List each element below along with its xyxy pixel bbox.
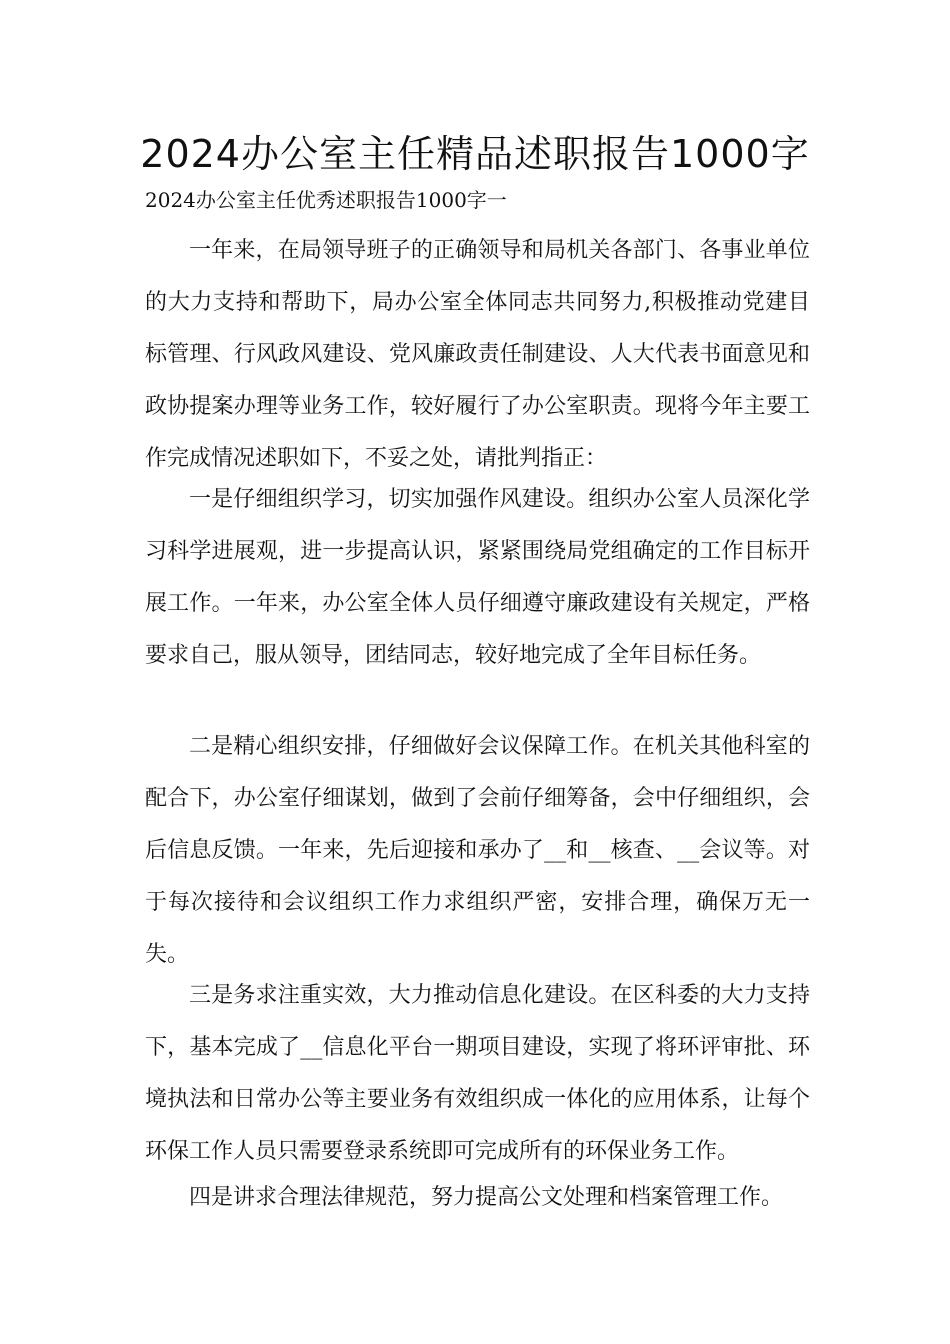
paragraph-intro: 一年来，在局领导班子的正确领导和局机关各部门、各事业单位的大力支持和帮助下，局办公室全体同志共同努力,积极推动党建目标管理、行风政风建设、党风廉政责任制建设、人大代表书面意见和政协提案办理等业务工作，较好履行了办公室职责。现将今年主要工作完成情况述职如下，不妥之处，请批判指正：: [145, 238, 810, 471]
paragraph-documents: 四是讲求合理法律规范，努力提高公文处理和档案管理工作。: [189, 1185, 784, 1210]
paragraph-study: 一是仔细组织学习，切实加强作风建设。组织办公室人员深化学习科学进展观，进一步提高认识，紧紧围绕局党组确定的工作目标开展工作。一年来，办公室全体人员仔细遵守廉政建设有关规定，严格要求自己，服从领导，团结同志，较好地完成了全年目标任务。: [145, 487, 810, 668]
document-title: 2024办公室主任精品述职报告1000字: [140, 132, 810, 176]
paragraph-informatization: 三是务求注重实效，大力推动信息化建设。在区科委的大力支持下，基本完成了__信息化平台一期项目建设，实现了将环评审批、环境执法和日常办公等主要业务有效组织成一体化的应用体系，让每个环保工作人员只需要登录系统即可完成所有的环保业务工作。: [145, 983, 810, 1164]
paragraph-meetings: 二是精心组织安排，仔细做好会议保障工作。在机关其他科室的配合下，办公室仔细谋划，做到了会前仔细筹备，会中仔细组织，会后信息反馈。一年来，先后迎接和承办了__和__核查、__会议等。对于每次接待和会议组织工作力求组织严密，安排合理，确保万无一失。: [145, 734, 810, 967]
document-subtitle: 2024办公室主任优秀述职报告1000字一: [145, 188, 507, 212]
